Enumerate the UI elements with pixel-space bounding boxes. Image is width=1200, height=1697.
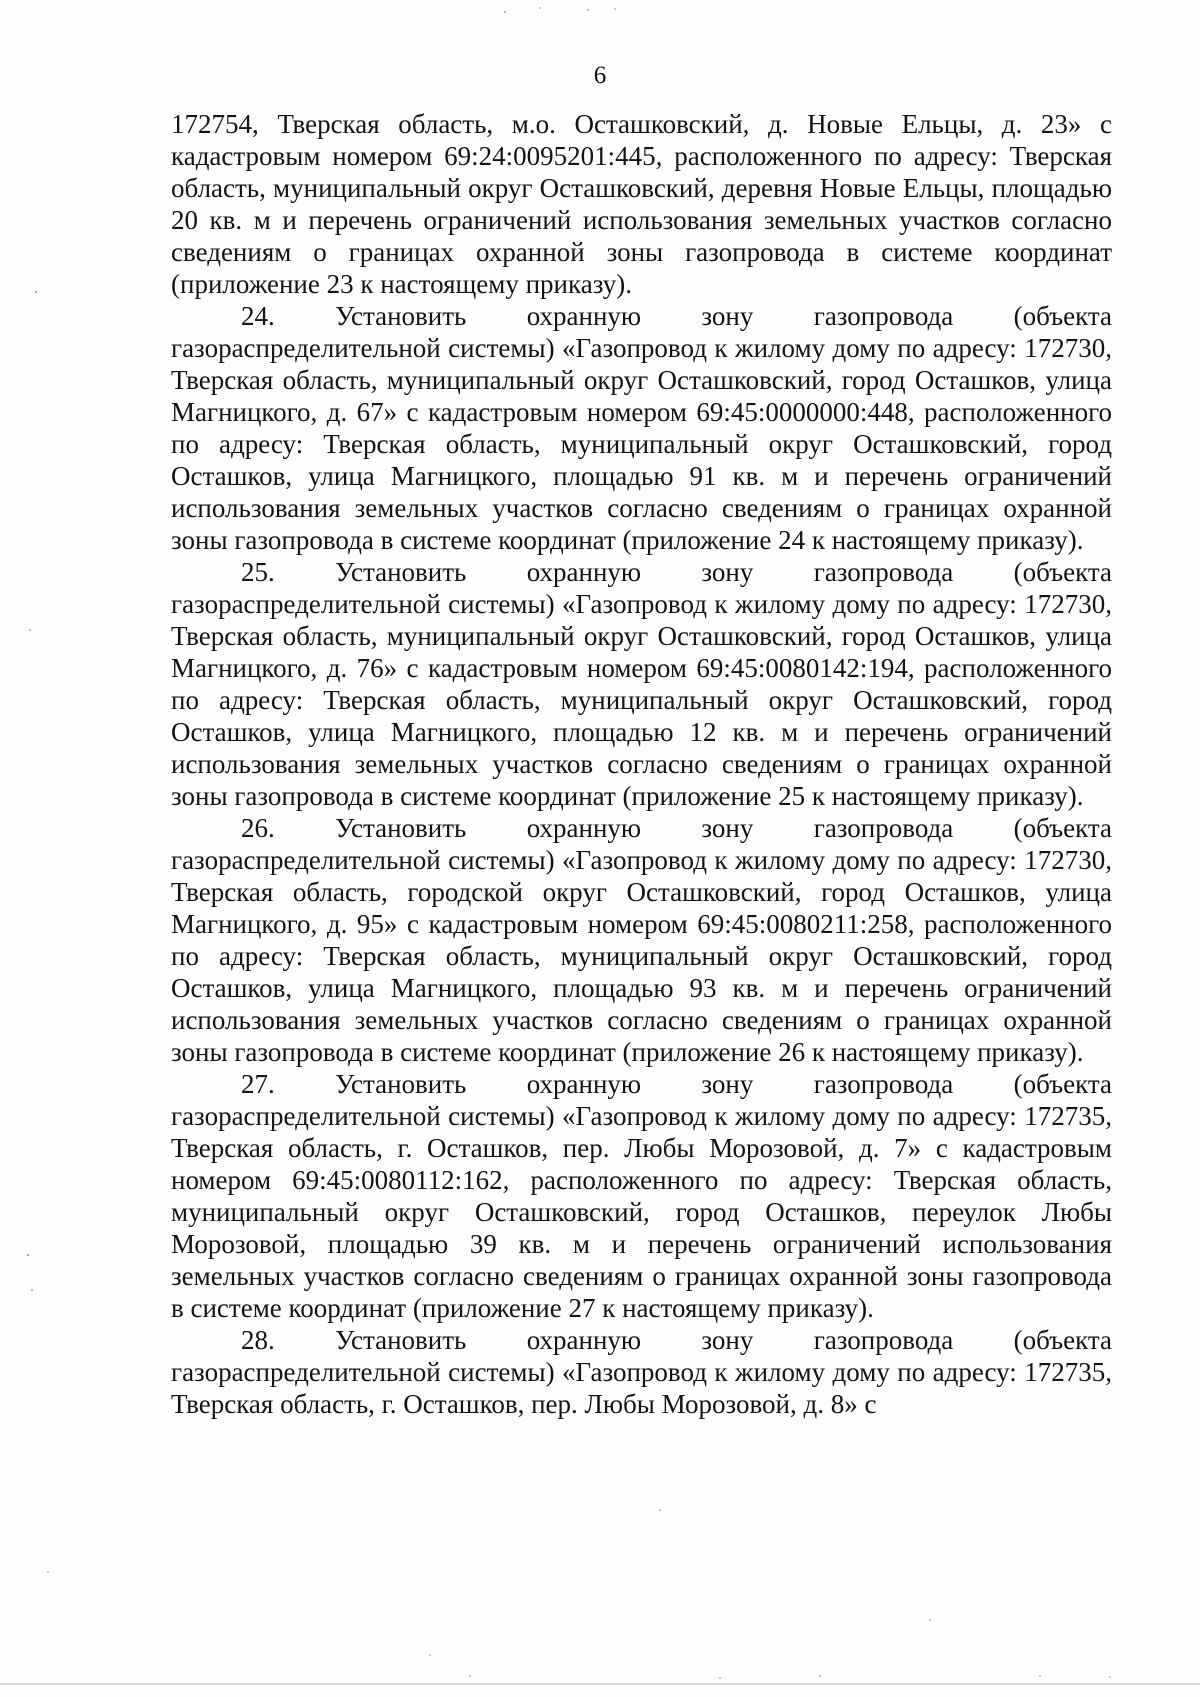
paragraph-item-25: 25. Установить охранную зону газопровода (объекта газораспределительной системы) «Газопровод к жилому дому по адресу: 172730, Тверская область, муниципальный округ Осташковский, город Осташков, улица Магницкого, д. 76» с кадастровым номером 69:45:0080142:194, расположенного по адресу: Тверская область, муниципальный округ Осташковский, город Осташков, улица Магницкого, площадью 12 кв. м и перечень ограничений использования земельных участков согласно сведениям о границах охранной зоны газопровода в системе координат (приложение 25 к настоящему приказу). xyxy=(171,557,1112,811)
page-number: 6 xyxy=(593,62,607,89)
paragraph-item-26: 26. Установить охранную зону газопровода (объекта газораспределительной системы) «Газопровод к жилому дому по адресу: 172730, Тверская область, городской округ Осташковский, город Осташков, улица Магницкого, д. 95» с кадастровым номером 69:45:0080211:258, расположенного по адресу: Тверская область, муниципальный округ Осташковский, город Осташков, улица Магницкого, площадью 93 кв. м и перечень ограничений использования земельных участков согласно сведениям о границах охранной зоны газопровода в системе координат (приложение 26 к настоящему приказу). xyxy=(171,813,1112,1067)
paragraph-item-28: 28. Установить охранную зону газопровода (объекта газораспределительной системы) «Газопровод к жилому дому по адресу: 172735, Тверская область, г. Осташков, пер. Любы Морозовой, д. 8» с xyxy=(171,1325,1112,1419)
paragraph-item-24: 24. Установить охранную зону газопровода (объекта газораспределительной системы) «Газопровод к жилому дому по адресу: 172730, Тверская область, муниципальный округ Осташковский, город Осташков, улица Магницкого, д. 67» с кадастровым номером 69:45:0000000:448, расположенного по адресу: Тверская область, муниципальный округ Осташковский, город Осташков, улица Магницкого, площадью 91 кв. м и перечень ограничений использования земельных участков согласно сведениям о границах охранной зоны газопровода в системе координат (приложение 24 к настоящему приказу). xyxy=(171,301,1112,555)
paragraph-item-27: 27. Установить охранную зону газопровода (объекта газораспределительной системы) «Газопровод к жилому дому по адресу: 172735, Тверская область, г. Осташков, пер. Любы Морозовой, д. 7» с кадастровым номером 69:45:0080112:162, расположенного по адресу: Тверская область, муниципальный округ Осташковский, город Осташков, переулок Любы Морозовой, площадью 39 кв. м и перечень ограничений использования земельных участков согласно сведениям о границах охранной зоны газопровода в системе координат (приложение 27 к настоящему приказу). xyxy=(171,1069,1112,1323)
document-body xyxy=(171,108,1112,1420)
paragraph-continuation: 172754, Тверская область, м.о. Осташковский, д. Новые Ельцы, д. 23» с кадастровым номером 69:24:0095201:445, расположенного по адресу: Тверская область, муниципальный округ Осташковский, деревня Новые Ельцы, площадью 20 кв. м и перечень ограничений использования земельных участков согласно сведениям о границах охранной зоны газопровода в системе координат (приложение 23 к настоящему приказу). xyxy=(171,109,1112,299)
page-bottom-edge xyxy=(0,1683,1200,1685)
